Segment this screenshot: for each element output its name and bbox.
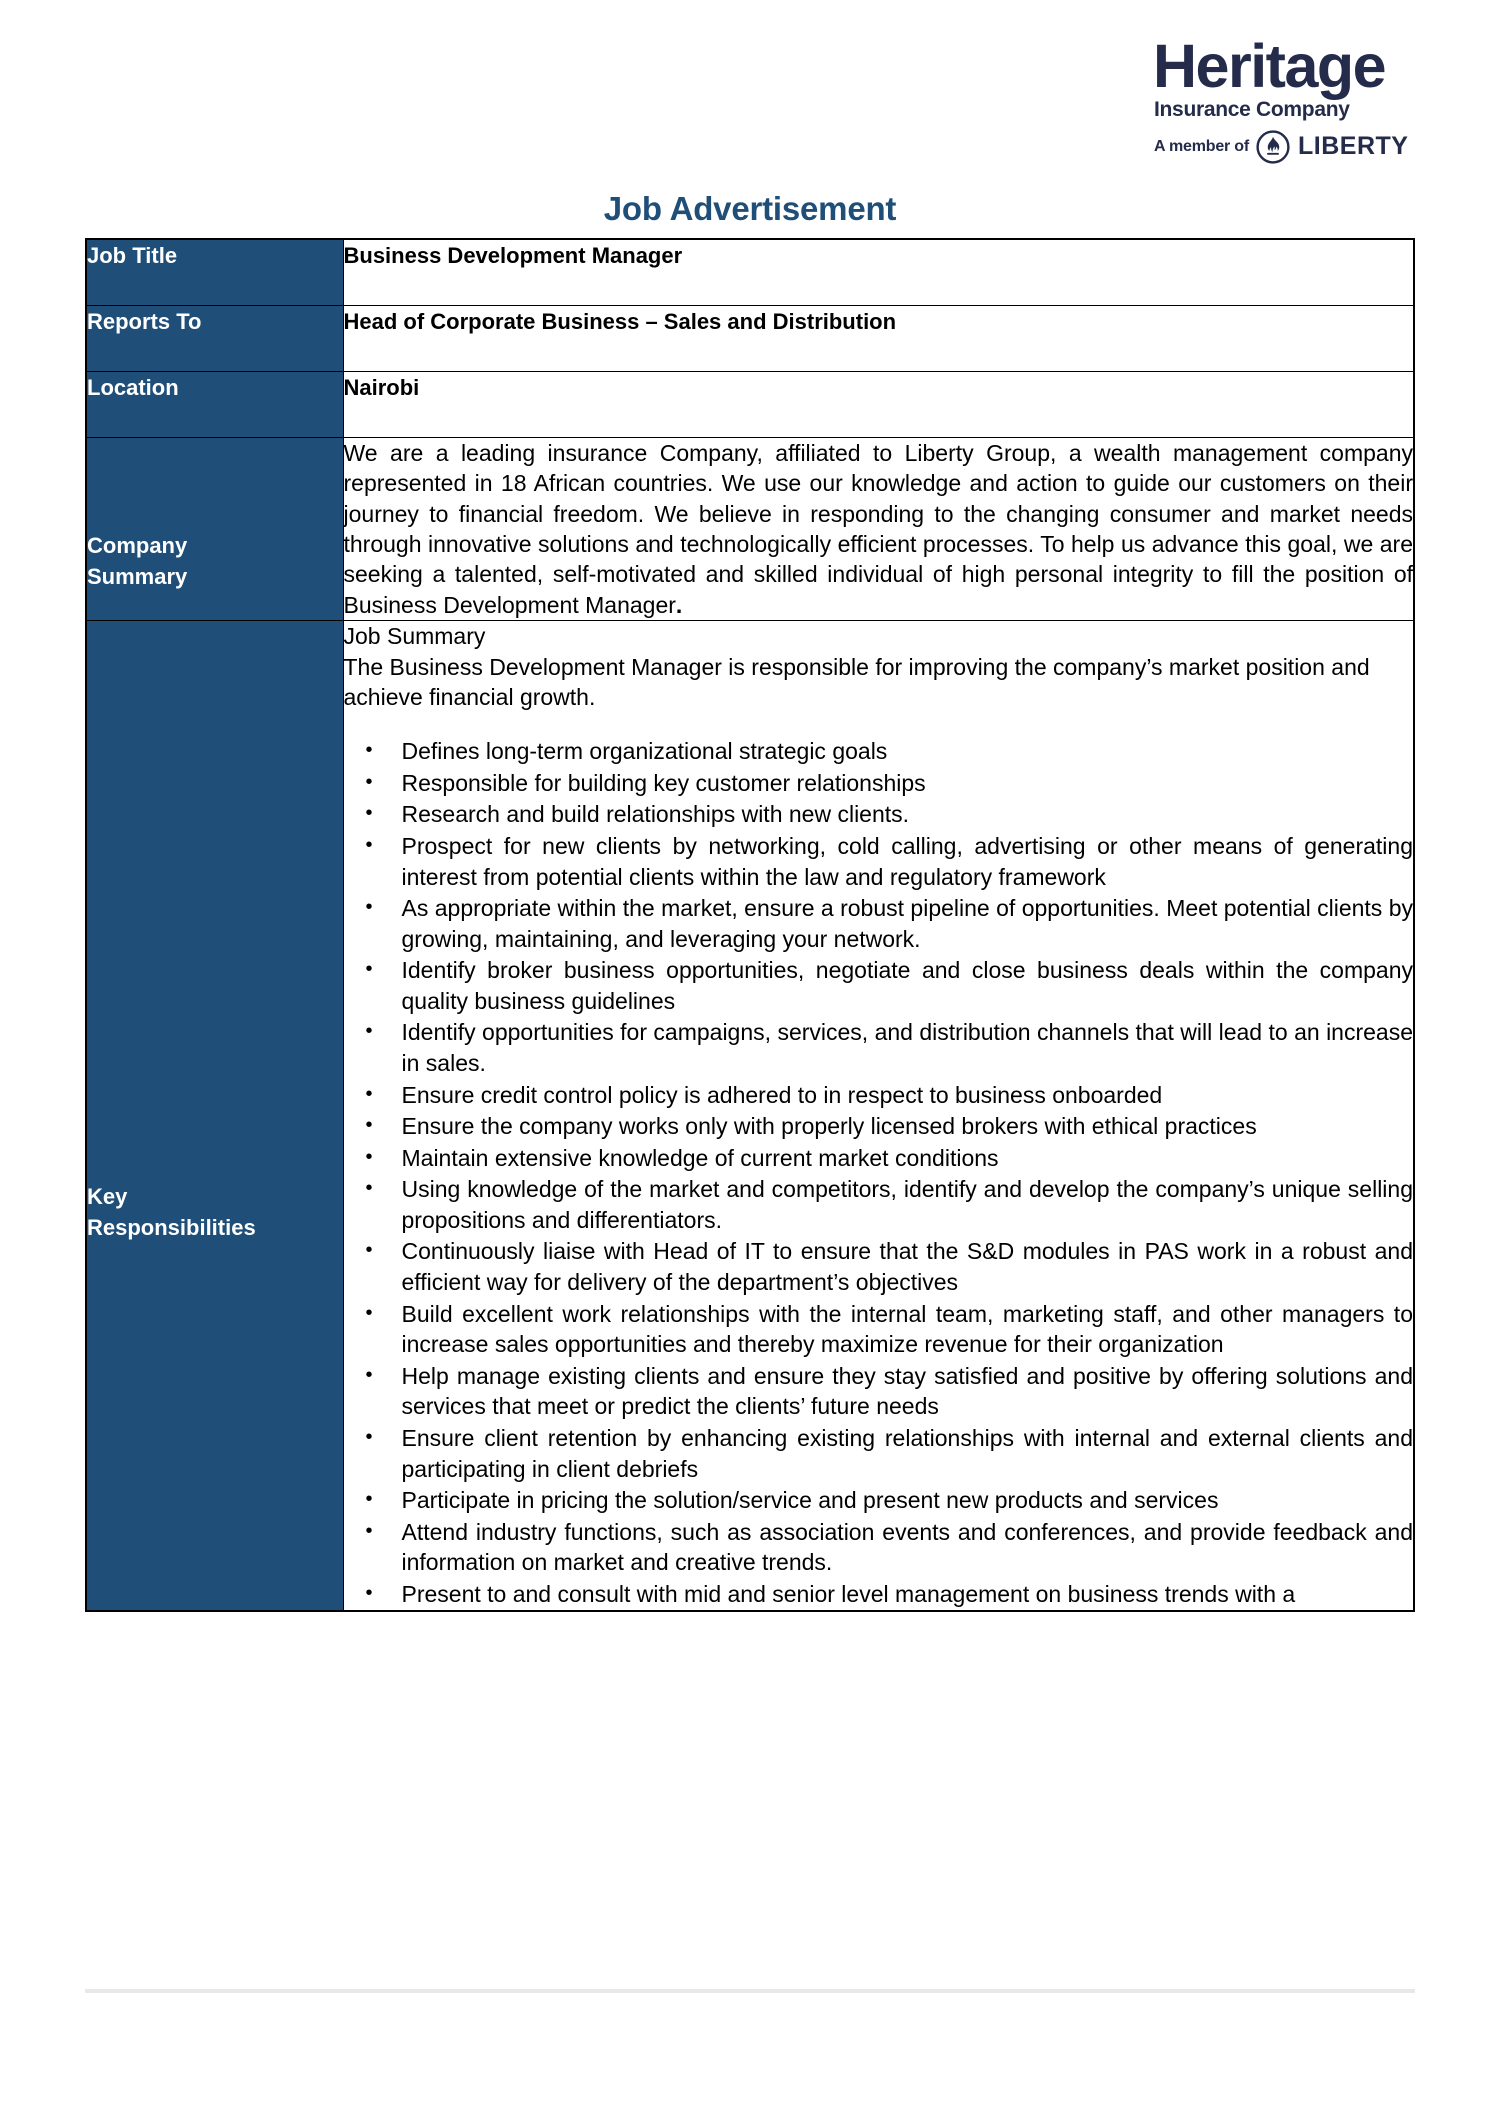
bullet-glyph-icon: • — [365, 1082, 373, 1105]
responsibility-text: Responsible for building key customer relationships — [401, 769, 926, 796]
responsibility-text: Continuously liaise with Head of IT to ensure that the S&D modules in PAS work in a robust and efficient way for delivery of the department’s objectives — [401, 1238, 1413, 1296]
bullet-glyph-icon: • — [365, 1363, 373, 1386]
table-row-reports-to — [86, 306, 1414, 372]
responsibility-item — [344, 1143, 1414, 1174]
bullet-glyph-icon: • — [365, 958, 373, 981]
responsibility-text: Maintain extensive knowledge of current market conditions — [401, 1144, 999, 1171]
responsibility-item — [344, 768, 1414, 799]
responsibility-item — [344, 1080, 1414, 1111]
responsibility-item — [344, 1299, 1414, 1360]
job-summary-heading: Job Summary — [343, 623, 486, 650]
bullet-glyph-icon: • — [365, 1239, 373, 1262]
responsibilities-list — [344, 736, 1414, 1609]
responsibility-text: Help manage existing clients and ensure they stay satisfied and positive by offering solutions and services that meet or predict the clients’ future needs — [401, 1362, 1413, 1420]
row-value-reports-to: Head of Corporate Business – Sales and Distribution — [343, 306, 1414, 372]
member-of-label: A member of — [1154, 137, 1250, 155]
footer-divider — [85, 1989, 1415, 1993]
responsibility-item — [344, 1485, 1414, 1516]
responsibility-item — [344, 893, 1414, 954]
row-value-location: Nairobi — [343, 372, 1414, 438]
liberty-flame-icon — [1256, 130, 1290, 164]
responsibility-item — [344, 1174, 1414, 1235]
company-summary-label-line1: Company — [87, 533, 188, 558]
row-label-location: Location — [86, 372, 343, 438]
company-summary-label-line2: Summary — [87, 564, 188, 590]
responsibility-text: Attend industry functions, such as association events and conferences, and provide feedback and information on market and creative trends. — [401, 1518, 1413, 1576]
responsibility-item — [344, 1017, 1414, 1078]
responsibility-text: Ensure client retention by enhancing existing relationships with internal and external clients and participating in client debriefs — [401, 1424, 1413, 1482]
row-label-reports-to: Reports To — [86, 306, 343, 372]
responsibility-text: Identify broker business opportunities, negotiate and close business deals within the company quality business guidelines — [401, 957, 1413, 1014]
key-responsibilities-label-line2: Responsibilities — [87, 1215, 256, 1241]
bullet-glyph-icon: • — [365, 1145, 373, 1168]
responsibility-item — [344, 1236, 1414, 1297]
responsibility-text: Using knowledge of the market and competitors, identify and develop the company’s unique selling propositions and differentiators. — [401, 1176, 1413, 1233]
row-label-job-title: Job Title — [86, 239, 343, 306]
bullet-glyph-icon: • — [365, 1301, 373, 1324]
brand-name: Heritage — [1153, 32, 1386, 100]
responsibility-item — [344, 955, 1414, 1016]
bullet-glyph-icon: • — [365, 770, 373, 793]
heritage-logo — [1115, 32, 1415, 164]
liberty-wordmark: LIBERTY — [1298, 132, 1409, 161]
liberty-member-line — [1115, 130, 1415, 164]
bullet-glyph-icon: • — [365, 1425, 373, 1448]
table-row-job-title — [86, 239, 1414, 306]
responsibility-text: As appropriate within the market, ensure a robust pipeline of opportunities. Meet potential clients by growing, maintaining, and leveraging your network. — [401, 895, 1413, 952]
table-row-location — [86, 372, 1414, 438]
responsibility-item — [344, 831, 1414, 892]
responsibility-text: Participate in pricing the solution/service and present new products and services — [401, 1487, 1219, 1514]
bullet-glyph-icon: • — [365, 1488, 373, 1511]
bullet-glyph-icon: • — [365, 1177, 373, 1200]
bullet-glyph-icon: • — [365, 1519, 373, 1542]
company-summary-paragraph — [344, 438, 1414, 620]
responsibility-item — [344, 1423, 1414, 1484]
row-value-job-title: Business Development Manager — [343, 239, 1414, 306]
bullet-glyph-icon: • — [365, 739, 373, 762]
responsibility-item — [344, 736, 1414, 767]
responsibility-text: Ensure the company works only with properly licensed brokers with ethical practices — [401, 1113, 1257, 1140]
responsibility-text: Ensure credit control policy is adhered to in respect to business onboarded — [401, 1081, 1163, 1108]
responsibility-item — [344, 1517, 1414, 1578]
company-summary-text: We are a leading insurance Company, affiliated to Liberty Group, a wealth management company represented in 18 African countries. We use our knowledge and action to guide our customers on their journey to financial freedom. We believe in responding to the changing consumer and market needs through innovative solutions and technologically efficient processes. To help us advance this goal, we are seeking a talented, self-motivated and skilled individual of high personal integrity to fill the position of Business Development Manager — [343, 440, 1413, 618]
responsibility-item — [344, 1579, 1414, 1610]
row-value-company-summary — [343, 438, 1414, 621]
responsibility-text: Defines long-term organizational strategic goals — [401, 738, 888, 765]
responsibility-text: Identify opportunities for campaigns, services, and distribution channels that will lead to an increase in sales. — [401, 1019, 1413, 1077]
table-row-company-summary — [86, 438, 1414, 621]
responsibility-text: Prospect for new clients by networking, cold calling, advertising or other means of generating interest from potential clients within the law and regulatory framework — [401, 832, 1413, 890]
bullet-glyph-icon: • — [365, 1020, 373, 1043]
bullet-glyph-icon: • — [365, 1581, 373, 1604]
page-title: Job Advertisement — [603, 190, 897, 227]
responsibility-text: Research and build relationships with new clients. — [401, 801, 910, 828]
bullet-glyph-icon: • — [365, 896, 373, 919]
responsibility-text: Present to and consult with mid and senior level management on business trends with a — [401, 1580, 1296, 1607]
bullet-glyph-icon: • — [365, 833, 373, 856]
bullet-glyph-icon: • — [365, 1114, 373, 1137]
job-advertisement-table — [85, 238, 1415, 1612]
brand-subtitle: Insurance Company — [1154, 97, 1350, 121]
row-value-key-responsibilities — [343, 621, 1414, 1612]
key-responsibilities-label-line1: Key — [87, 1184, 128, 1210]
responsibility-text: Build excellent work relationships with the internal team, marketing staff, and other managers to increase sales opportunities and thereby maximize revenue for their organization — [401, 1300, 1413, 1358]
table-row-key-responsibilities — [86, 621, 1414, 1612]
responsibility-item — [344, 799, 1414, 830]
job-summary-text: The Business Development Manager is responsible for improving the company’s market position and achieve financial growth. — [343, 653, 1370, 710]
responsibility-item — [344, 1111, 1414, 1142]
page-header — [85, 0, 1415, 190]
company-summary-text-tail: . — [675, 591, 683, 618]
responsibility-item — [344, 1361, 1414, 1422]
row-label-key-responsibilities — [86, 621, 343, 1612]
bullet-glyph-icon: • — [365, 802, 373, 825]
row-label-company-summary — [86, 438, 343, 621]
